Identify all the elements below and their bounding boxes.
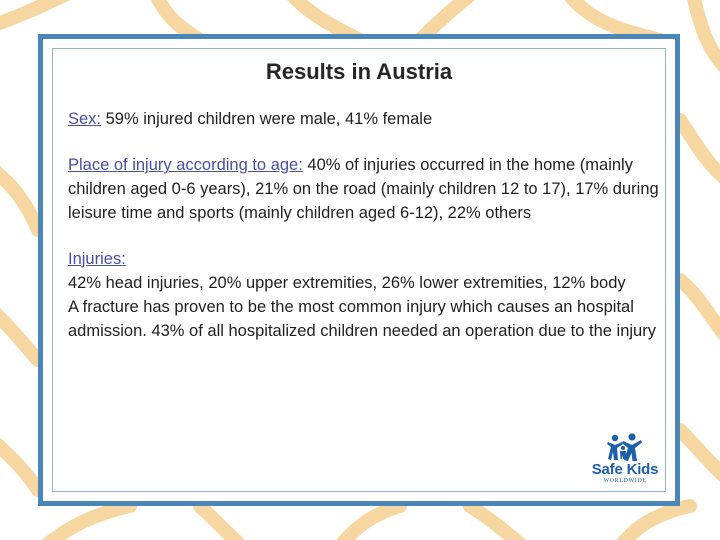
injuries-paragraph bbox=[68, 247, 668, 271]
safe-kids-logo bbox=[583, 433, 667, 484]
slide-title: Results in Austria bbox=[265, 59, 453, 84]
place-paragraph bbox=[68, 153, 668, 225]
place-label: Place of injury according to age: bbox=[68, 156, 303, 174]
injuries-line-2: A fracture has proven to be the most common injury which causes an hospital admission. 43% of all hospitalized children needed an operation due to the injury bbox=[68, 298, 656, 340]
logo-name: Safe Kids bbox=[591, 461, 659, 478]
sex-label: Sex: bbox=[68, 110, 102, 128]
injuries-line-1: 42% head injuries, 20% upper extremities, 26% lower extremities, 12% body bbox=[68, 274, 626, 292]
kids-figures-icon bbox=[603, 433, 647, 463]
place-text: 40% of injuries occurred in the home (mainly children aged 0-6 years), 21% on the road (mainly children 12 to 17), 17% during leisure time and sports (mainly children aged 6-12), 22% others bbox=[68, 156, 659, 222]
content-frame bbox=[38, 34, 680, 506]
injuries-label: Injuries: bbox=[68, 250, 126, 268]
sex-text: 59% injured children were male, 41% female bbox=[101, 110, 433, 128]
logo-subtitle: WORLDWIDE bbox=[603, 478, 647, 484]
slide-body bbox=[68, 107, 668, 343]
sex-paragraph bbox=[68, 107, 668, 131]
